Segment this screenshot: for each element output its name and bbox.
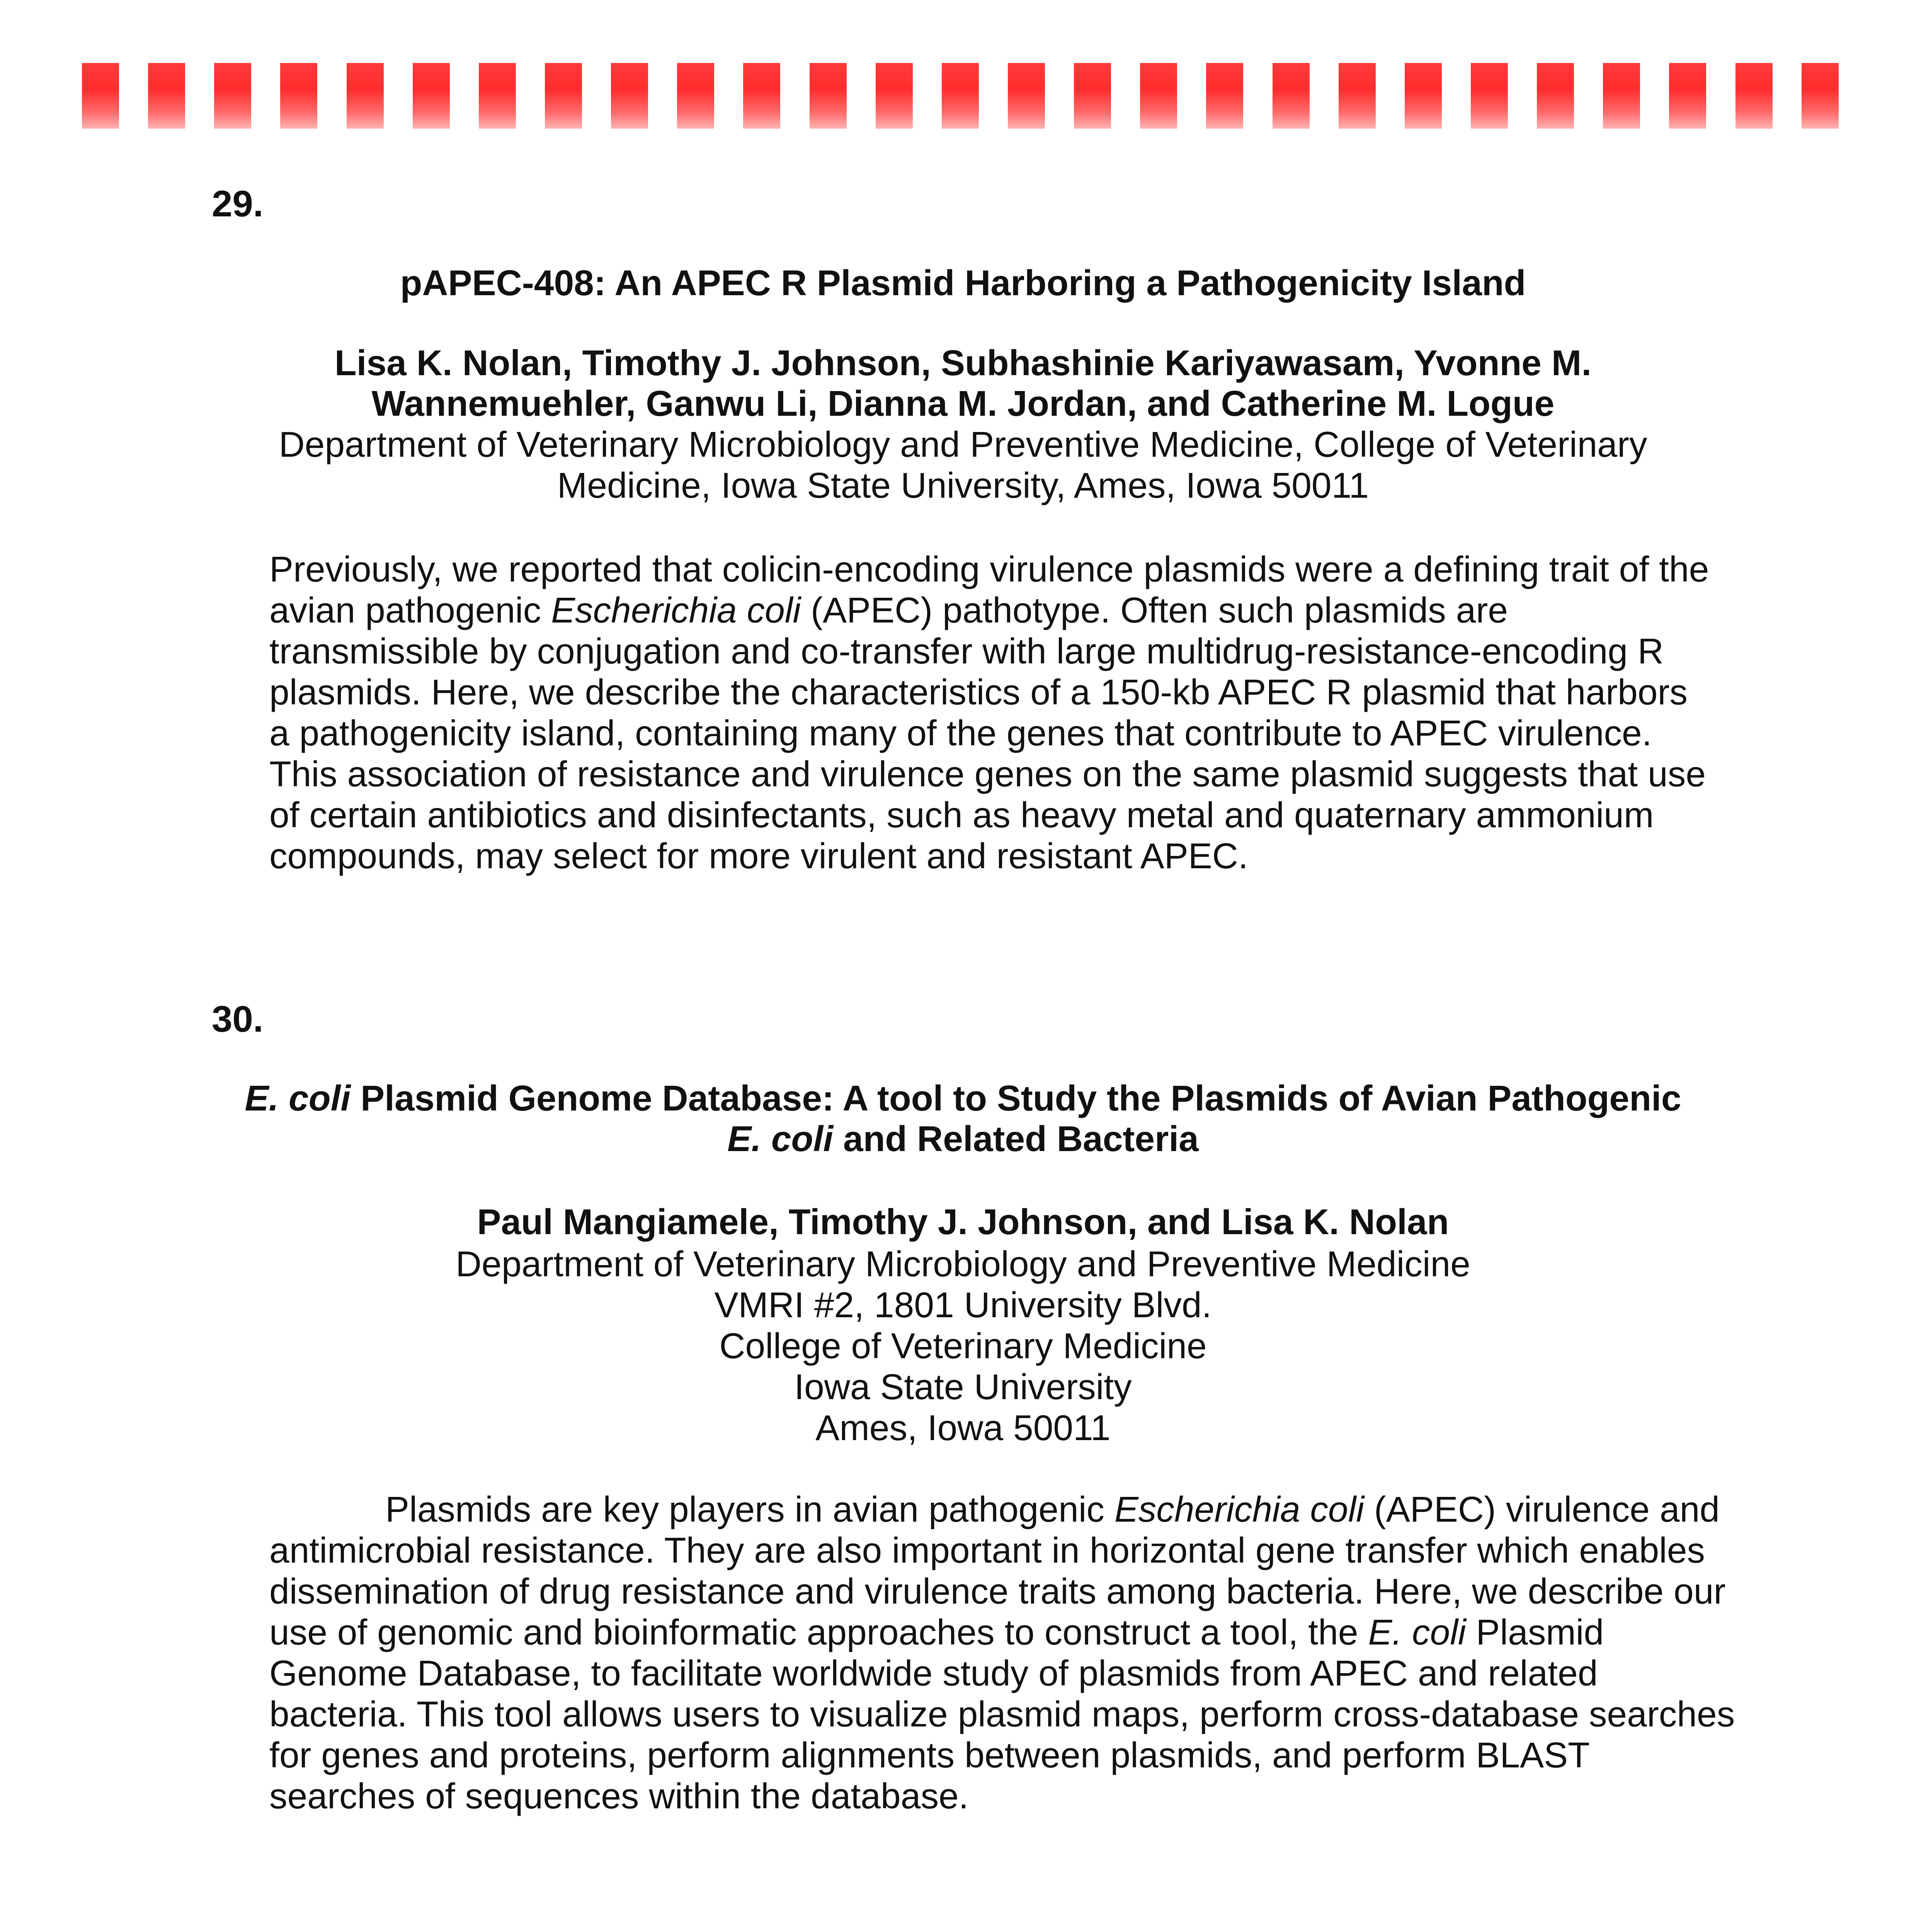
border-block xyxy=(479,63,516,129)
border-block xyxy=(413,63,450,129)
border-block xyxy=(1669,63,1706,129)
border-block xyxy=(545,63,582,129)
abstract-30-affiliation xyxy=(193,1243,1733,1448)
border-block xyxy=(677,63,714,129)
border-block xyxy=(1471,63,1508,129)
decorative-red-border xyxy=(82,63,1839,129)
abstract-29-title: pAPEC-408: An APEC R Plasmid Harboring a Pathogenicity Island xyxy=(400,263,1526,303)
species-name: E. coli xyxy=(727,1119,834,1159)
abstract-30-authors: Paul Mangiamele, Timothy J. Johnson, and Lisa K. Nolan xyxy=(477,1202,1449,1242)
border-block xyxy=(1735,63,1773,129)
abstract-29-body-line4: plasmids. Here, we describe the characteristics of a 150-kb APEC R plasmid that harbors xyxy=(269,672,1688,712)
abstract-29-body-line2 xyxy=(269,590,1738,631)
abstract-30-body-line8: searches of sequences within the database. xyxy=(269,1776,969,1816)
abstract-30-body-line7: for genes and proteins, perform alignments between plasmids, and perform BLAST xyxy=(269,1735,1590,1775)
text-run: avian pathogenic xyxy=(269,590,551,630)
abstract-29-body-line5: a pathogenicity island, containing many of the genes that contribute to APEC virulence. xyxy=(269,713,1652,753)
abstract-29-authors xyxy=(193,343,1733,424)
abstract-29-number: 29. xyxy=(212,183,264,224)
text-run: (APEC) virulence and xyxy=(1364,1489,1720,1529)
abstract-29-authors-line1: Lisa K. Nolan, Timothy J. Johnson, Subhashinie Kariyawasam, Yvonne M. xyxy=(334,343,1592,383)
border-block xyxy=(82,63,119,129)
abstract-30-body-line6: bacteria. This tool allows users to visualize plasmid maps, perform cross-database searches xyxy=(269,1694,1735,1734)
border-block xyxy=(214,63,251,129)
text-run: use of genomic and bioinformatic approaches to construct a tool, the xyxy=(269,1612,1368,1652)
species-name: Escherichia coli xyxy=(1114,1489,1364,1529)
abstract-30-number: 30. xyxy=(212,998,264,1040)
species-name: E. coli xyxy=(245,1078,351,1118)
border-block xyxy=(1339,63,1376,129)
abstract-30-body-line2: antimicrobial resistance. They are also important in horizontal gene transfer which enables xyxy=(269,1530,1705,1570)
affiliation-line: Department of Veterinary Microbiology and Preventive Medicine xyxy=(456,1244,1470,1284)
border-block xyxy=(1074,63,1111,129)
affiliation-line: College of Veterinary Medicine xyxy=(719,1326,1207,1366)
species-name: E. coli xyxy=(1368,1612,1466,1652)
border-block xyxy=(1537,63,1574,129)
abstract-30-body xyxy=(269,1489,1738,1816)
abstract-30-body-line5: Genome Database, to facilitate worldwide study of plasmids from APEC and related xyxy=(269,1653,1598,1693)
affiliation-line: Iowa State University xyxy=(794,1367,1132,1407)
abstract-29-body-line8: compounds, may select for more virulent and resistant APEC. xyxy=(269,836,1248,876)
border-block xyxy=(743,63,780,129)
abstract-29-affiliation xyxy=(193,424,1733,506)
abstract-30-body-line1 xyxy=(269,1489,1738,1530)
border-block xyxy=(611,63,648,129)
abstract-29-body-line3: transmissible by conjugation and co-transfer with large multidrug-resistance-encoding R xyxy=(269,631,1664,671)
border-block xyxy=(1603,63,1640,129)
abstract-30-title xyxy=(193,1078,1733,1159)
border-block xyxy=(942,63,979,129)
border-block xyxy=(810,63,847,129)
text-run: (APEC) pathotype. Often such plasmids are xyxy=(801,590,1508,630)
border-block xyxy=(280,63,317,129)
border-block xyxy=(1802,63,1839,129)
species-name: Escherichia coli xyxy=(551,590,801,630)
abstract-30-body-line4 xyxy=(269,1612,1738,1653)
text-run: Plasmid Genome Database: A tool to Study the Plasmids of Avian Pathogenic xyxy=(350,1078,1681,1118)
abstract-30-title-line2 xyxy=(193,1119,1733,1159)
abstract-29-body-line1: Previously, we reported that colicin-encoding virulence plasmids were a defining trait of the xyxy=(269,549,1709,589)
abstract-29-authors-line2: Wannemuehler, Ganwu Li, Dianna M. Jordan, and Catherine M. Logue xyxy=(371,383,1555,423)
text-run: Plasmids are key players in avian pathogenic xyxy=(385,1489,1114,1529)
border-block xyxy=(1008,63,1045,129)
abstract-30-title-line1 xyxy=(193,1078,1733,1119)
border-block xyxy=(148,63,185,129)
abstract-30-body-line3: dissemination of drug resistance and virulence traits among bacteria. Here, we describe our xyxy=(269,1571,1726,1611)
border-block xyxy=(1273,63,1310,129)
abstract-29-affiliation-line1: Department of Veterinary Microbiology and Preventive Medicine, College of Veterinary xyxy=(279,424,1647,464)
border-block xyxy=(876,63,913,129)
border-block xyxy=(1206,63,1243,129)
text-run: and Related Bacteria xyxy=(833,1119,1199,1159)
abstract-29-body xyxy=(269,549,1738,876)
border-block xyxy=(1405,63,1442,129)
affiliation-line: Ames, Iowa 50011 xyxy=(815,1408,1111,1448)
abstract-29-affiliation-line2: Medicine, Iowa State University, Ames, Iowa 50011 xyxy=(557,465,1369,505)
affiliation-line: VMRI #2, 1801 University Blvd. xyxy=(714,1285,1212,1325)
border-block xyxy=(1140,63,1177,129)
text-run: Plasmid xyxy=(1466,1612,1604,1652)
abstract-29-body-line6: This association of resistance and virulence genes on the same plasmid suggests that use xyxy=(269,754,1706,794)
border-block xyxy=(347,63,384,129)
abstract-29-body-line7: of certain antibiotics and disinfectants, such as heavy metal and quaternary ammonium xyxy=(269,795,1654,835)
